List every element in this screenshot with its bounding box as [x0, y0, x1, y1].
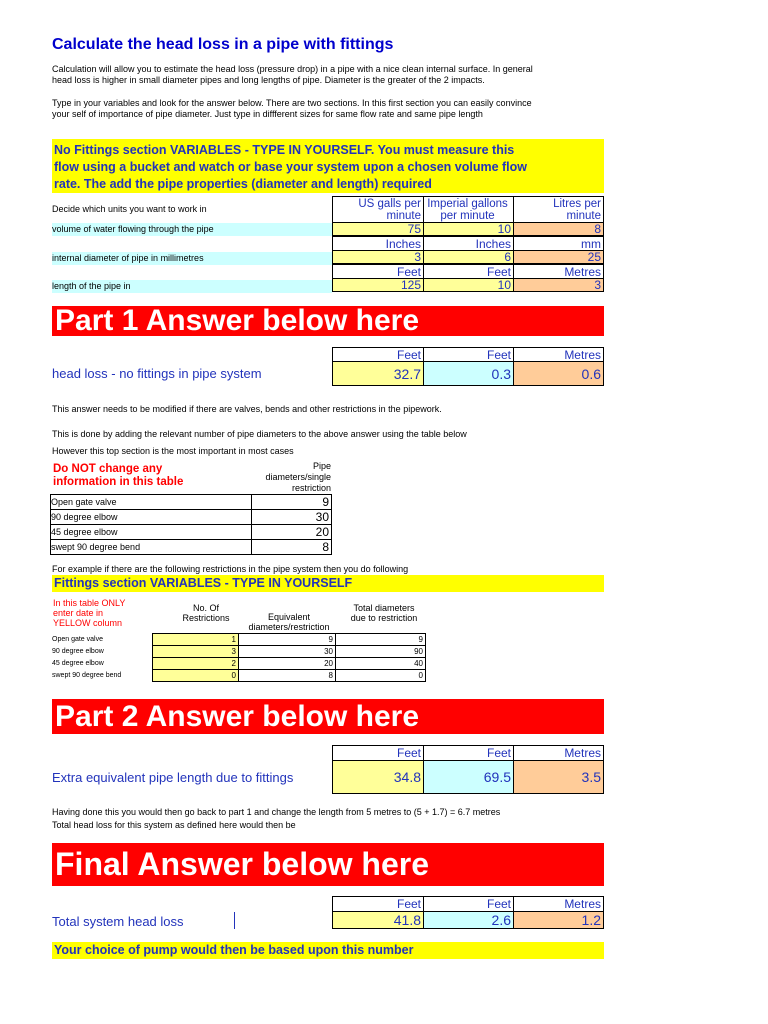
final-value-feet: 41.8 [333, 912, 424, 929]
part1-label: head loss - no fittings in pipe system [52, 366, 262, 381]
ref-col-header: Pipe diameters/single restriction [265, 461, 331, 493]
flow-inputs [332, 222, 604, 236]
banner-line: flow using a bucket and watch or base your system upon a chosen volume flow [54, 160, 528, 174]
ref-row-name: 45 degree elbow [51, 525, 252, 540]
flow-label: volume of water flowing through the pipe [52, 223, 332, 236]
len-metres-input[interactable]: 3 [514, 279, 604, 292]
fittings-count-input[interactable]: 1 [153, 634, 239, 646]
page-title: Calculate the head loss in a pipe with fittings [52, 36, 394, 53]
dia-units-row [332, 236, 604, 251]
fittings-row-name: 90 degree elbow [52, 648, 104, 655]
fittings-count-input[interactable]: 2 [153, 658, 239, 670]
dia-unit-inches: Inches [333, 237, 424, 251]
fittings-example-note: For example if there are the following restrictions in the pipe system then you do following [52, 564, 409, 574]
dia-mm-input[interactable]: 25 [514, 251, 604, 264]
fittings-banner: Fittings section VARIABLES - TYPE IN YOURSELF [52, 575, 604, 592]
diameter-label: internal diameter of pipe in millimetres [52, 252, 332, 265]
intro-line: Calculation will allow you to estimate the head loss (pressure drop) in a pipe with a nice clean internal surface. In general [52, 64, 533, 74]
part1-unit: Metres [514, 348, 604, 362]
banner-line: No Fittings section VARIABLES - TYPE IN YOURSELF. You must measure this [54, 143, 515, 157]
length-units-row [332, 264, 604, 279]
fittings-equiv: 30 [239, 646, 336, 658]
intro-line: your self of importance of pipe diameter. Just type in diffferent sizes for same flow rate and same pipe length [52, 109, 483, 119]
fittings-count-input[interactable]: 0 [153, 670, 239, 682]
units-prompt: Decide which units you want to work in [52, 204, 207, 214]
fittings-col-header-equiv: Equivalent diameters/restriction [248, 612, 330, 632]
table-row [52, 670, 426, 682]
part2-note: Total head loss for this system as defined here would then be [52, 820, 296, 830]
part2-value-metres: 3.5 [514, 761, 604, 794]
ref-table-warning: Do NOT change any information in this table [53, 463, 184, 488]
part2-unit: Metres [514, 746, 604, 761]
final-unit: Metres [514, 897, 604, 912]
part1-answer-table [332, 347, 604, 386]
part1-value-metres: 0.6 [514, 362, 604, 386]
intro-line: head loss is higher in small diameter pipes and long lengths of pipe. Diameter is the greater of the 2 impacts. [52, 75, 485, 85]
no-fittings-banner [52, 139, 604, 193]
part1-unit: Feet [424, 348, 514, 362]
len-feet-input[interactable]: 10 [424, 279, 514, 292]
part1-unit: Feet [333, 348, 424, 362]
table-row [52, 658, 426, 670]
fittings-col-header-count: No. Of Restrictions [182, 603, 230, 623]
final-unit: Feet [424, 897, 514, 912]
part2-value-feet: 69.5 [424, 761, 514, 794]
dia-unit-mm: mm [514, 237, 604, 251]
fittings-total: 9 [336, 634, 426, 646]
fittings-row-name: 45 degree elbow [52, 660, 104, 667]
ref-row-value: 20 [252, 525, 332, 540]
diameter-inputs [332, 250, 604, 264]
len-feet-input[interactable]: 125 [333, 279, 424, 292]
flow-us-input[interactable]: 75 [333, 223, 424, 236]
intro-paragraph-1 [52, 64, 612, 86]
fittings-total: 90 [336, 646, 426, 658]
unit-header-us-galls: US galls per minute [333, 197, 424, 223]
len-unit-feet: Feet [424, 265, 514, 279]
ref-row-name: Open gate valve [51, 495, 252, 510]
length-inputs [332, 278, 604, 292]
part2-unit: Feet [333, 746, 424, 761]
fittings-row-name: swept 90 degree bend [52, 672, 122, 679]
text-cursor [234, 912, 235, 929]
final-footer: Your choice of pump would then be based upon this number [52, 942, 604, 959]
fittings-equiv: 8 [239, 670, 336, 682]
len-unit-metres: Metres [514, 265, 604, 279]
table-row [51, 495, 332, 510]
part2-note: Having done this you would then go back to part 1 and change the length from 5 metres to (5 + 1.7) = 6.7 metres [52, 807, 501, 817]
units-header-table [332, 196, 604, 223]
fittings-equiv: 9 [239, 634, 336, 646]
table-row [51, 510, 332, 525]
fittings-equiv: 20 [239, 658, 336, 670]
part2-answer-table [332, 745, 604, 794]
ref-table [50, 494, 332, 555]
final-banner: Final Answer below here [52, 843, 604, 886]
flow-litres-input[interactable]: 8 [514, 223, 604, 236]
part2-label: Extra equivalent pipe length due to fittings [52, 770, 294, 785]
length-label: length of the pipe in [52, 280, 332, 293]
fittings-total: 0 [336, 670, 426, 682]
part1-value-feet: 32.7 [333, 362, 424, 386]
fittings-instructions: In this table ONLY enter date in YELLOW column [53, 598, 126, 628]
part1-note: This answer needs to be modified if there are valves, bends and other restrictions in the pipework. [52, 404, 442, 414]
table-row [51, 540, 332, 555]
fittings-total: 40 [336, 658, 426, 670]
banner-line: rate. The add the pipe properties (diameter and length) required [54, 177, 432, 191]
ref-row-value: 8 [322, 540, 329, 554]
part1-note: This is done by adding the relevant number of pipe diameters to the above answer using the table below [52, 429, 467, 439]
len-unit-feet: Feet [333, 265, 424, 279]
fittings-table [52, 633, 426, 682]
intro-line: Type in your variables and look for the answer below. There are two sections. In this first section you can easily convince [52, 98, 532, 108]
part1-note: However this top section is the most important in most cases [52, 446, 294, 456]
final-label: Total system head loss [52, 914, 184, 929]
final-value-feet: 2.6 [424, 912, 514, 929]
ref-row-value: 9 [252, 495, 332, 510]
table-row [52, 646, 426, 658]
dia-inches-input[interactable]: 3 [333, 251, 424, 264]
part1-banner: Part 1 Answer below here [52, 306, 604, 336]
intro-paragraph-2 [52, 98, 612, 120]
dia-inches-input[interactable]: 6 [424, 251, 514, 264]
final-unit: Feet [333, 897, 424, 912]
part2-banner: Part 2 Answer below here [52, 699, 604, 734]
ref-row-value: 30 [252, 510, 332, 525]
dia-unit-inches: Inches [424, 237, 514, 251]
final-answer-table [332, 896, 604, 929]
table-row [51, 525, 332, 540]
flow-imperial-input[interactable]: 10 [424, 223, 514, 236]
part2-unit: Feet [424, 746, 514, 761]
table-row [52, 634, 426, 646]
unit-header-imperial: Imperial gallons per minute [424, 197, 514, 223]
fittings-col-header-total: Total diameters due to restriction [350, 603, 418, 623]
fittings-row-name: Open gate valve [52, 636, 103, 643]
unit-header-litres: Litres per minute [514, 197, 604, 223]
final-value-metres: 1.2 [514, 912, 604, 929]
part2-value-feet: 34.8 [333, 761, 424, 794]
part1-value-feet: 0.3 [424, 362, 514, 386]
fittings-count-input[interactable]: 3 [153, 646, 239, 658]
ref-row-name: swept 90 degree bend [51, 540, 252, 555]
ref-row-name: 90 degree elbow [51, 510, 252, 525]
